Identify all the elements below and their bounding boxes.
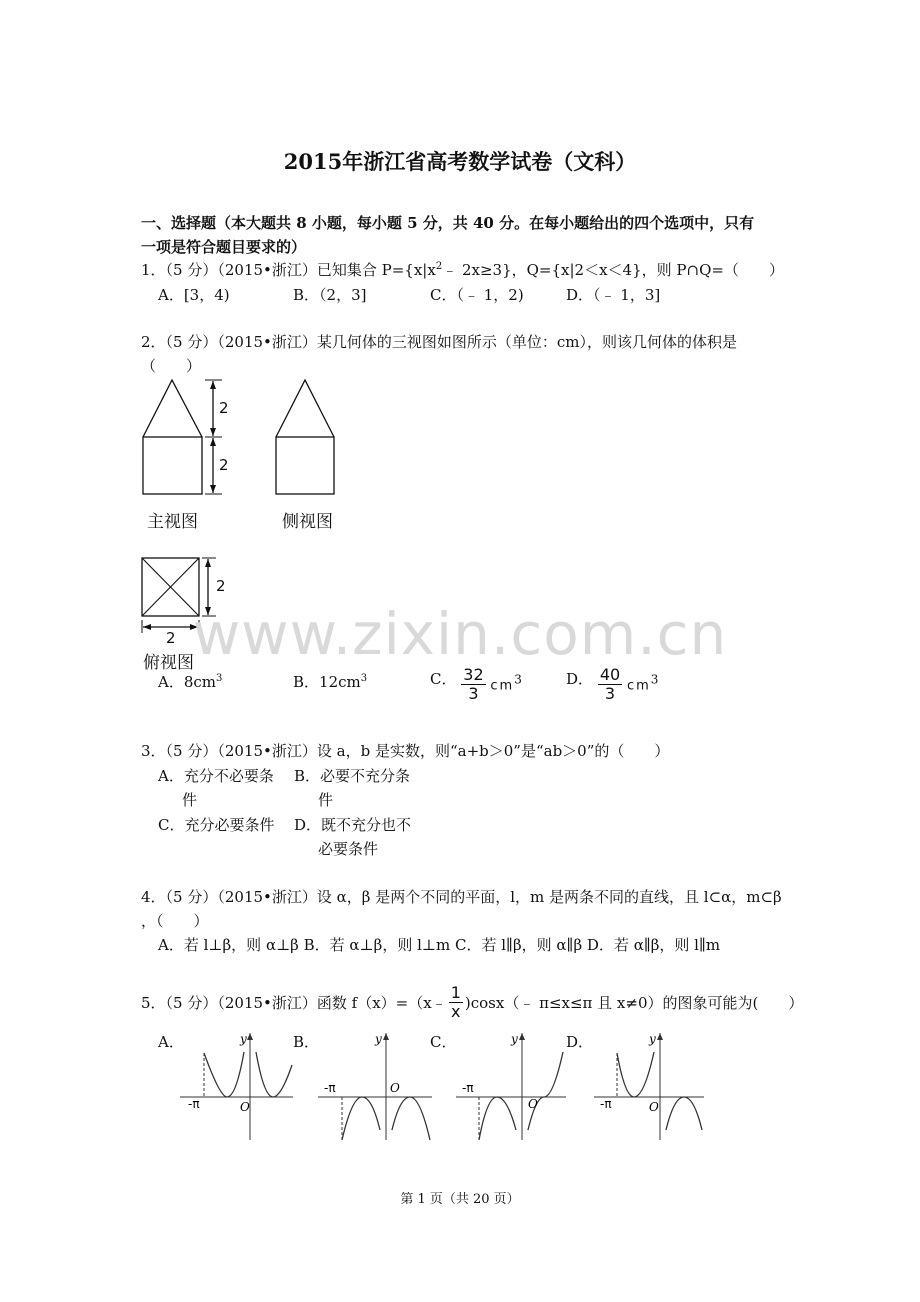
q2-option-c: C． $\frac{32}{3}$ $cm^3$ [430,665,522,703]
question-4-stem-line2: ，（ ） [141,912,209,930]
q3-option-c: C．充分必要条件 [158,816,275,834]
front-dim-top: 2 [219,399,229,417]
q5-option-c-label: C． [430,1033,457,1051]
q2-option-b: B．$12cm^3$ [293,673,368,691]
q2-option-a: A．$8cm^3$ [158,673,223,691]
q5-option-d-label: D． [566,1033,594,1051]
top-dim-side: 2 [216,577,226,595]
q1-option-b: B．（2，3] [293,286,367,304]
graph-b-neg-pi: -π [324,1081,336,1095]
q3-option-a-line1: A．充分不必要条 [158,767,274,785]
q5-option-b-label: B． [293,1033,320,1051]
question-1-stem: 1．（5 分）（2015•浙江）已知集合 $P=\{x|x^2﹣$ 2x≥3}，Q={x|2＜x＜4}，则 P∩Q=（ ） [141,261,784,279]
graph-c-y-label: y [511,1032,518,1046]
graph-c-origin-label: O [528,1097,538,1111]
q4-options: A．若 l⊥β，则 α⊥β B．若 α⊥β，则 l⊥m C．若 l∥β，则 α∥β D．若 α∥β，则 l∥m [158,936,721,954]
front-dim-bottom: 2 [219,456,229,474]
document-title: 2015年浙江省高考数学试卷（文科） [283,149,637,174]
graph-d-neg-pi: -π [600,1097,612,1111]
graph-b-y-label: y [375,1032,382,1046]
question-5-stem: 5．（5 分）（2015•浙江）函数 f（x）=（x﹣ $\frac{1}{x}$ )cosx（﹣ π≤x≤π 且 x≠0）的图象可能为( ） [141,983,804,1021]
q1-option-d: D．（﹣ 1，3] [566,286,661,304]
graph-a-neg-pi: -π [188,1097,200,1111]
side-view-label: 侧视图 [282,512,333,532]
watermark: www.zixin.com.cn [192,600,728,668]
top-view-label: 俯视图 [143,653,194,673]
section-heading-line1: 一、选择题（本大题共 8 小题，每小题 5 分，共 40 分。在每小题给出的四个选项中，只有 [141,214,755,232]
graph-c-neg-pi: -π [462,1081,474,1095]
q3-option-b-line2: 件 [318,791,334,809]
question-2-stem-line2: （ ） [141,357,202,375]
graph-d-y-label: y [649,1032,656,1046]
question-3-stem: 3．（5 分）（2015•浙江）设 a，b 是实数，则“a+b＞0”是“ab＞0”的（ ） [141,742,670,760]
question-2-stem-line1: 2．（5 分）（2015•浙江）某几何体的三视图如图所示（单位：cm），则该几何体的体积是 [141,333,738,351]
graph-d-origin-label: O [649,1100,659,1114]
page-footer: 第 1 页（共 20 页） [400,1192,520,1207]
q1-option-c: C．（﹣ 1，2) [430,286,524,304]
q3-option-b-line1: B．必要不充分条 [294,767,411,785]
q3-option-a-line2: 件 [182,791,198,809]
q3-option-d-line2: 必要条件 [318,840,379,858]
q2-option-d: D． $\frac{40}{3}$ $cm^3$ [566,665,659,703]
graph-a-y-label: y [240,1032,247,1046]
section-heading-line2: 一项是符合题目要求的） [141,238,307,256]
q3-option-d-line1: D．既不充分也不 [294,816,412,834]
graph-b-origin-label: O [390,1081,400,1095]
front-view-label: 主视图 [147,512,198,532]
top-dim-width: 2 [166,629,176,647]
q1-option-a: A．[3，4) [158,286,230,304]
q5-option-a-label: A． [158,1033,184,1051]
question-4-stem-line1: 4．（5 分）（2015•浙江）设 α，β 是两个不同的平面，l，m 是两条不同的直线，且 l⊂α，m⊂β [141,888,782,906]
graph-a-origin-label: O [240,1100,250,1114]
